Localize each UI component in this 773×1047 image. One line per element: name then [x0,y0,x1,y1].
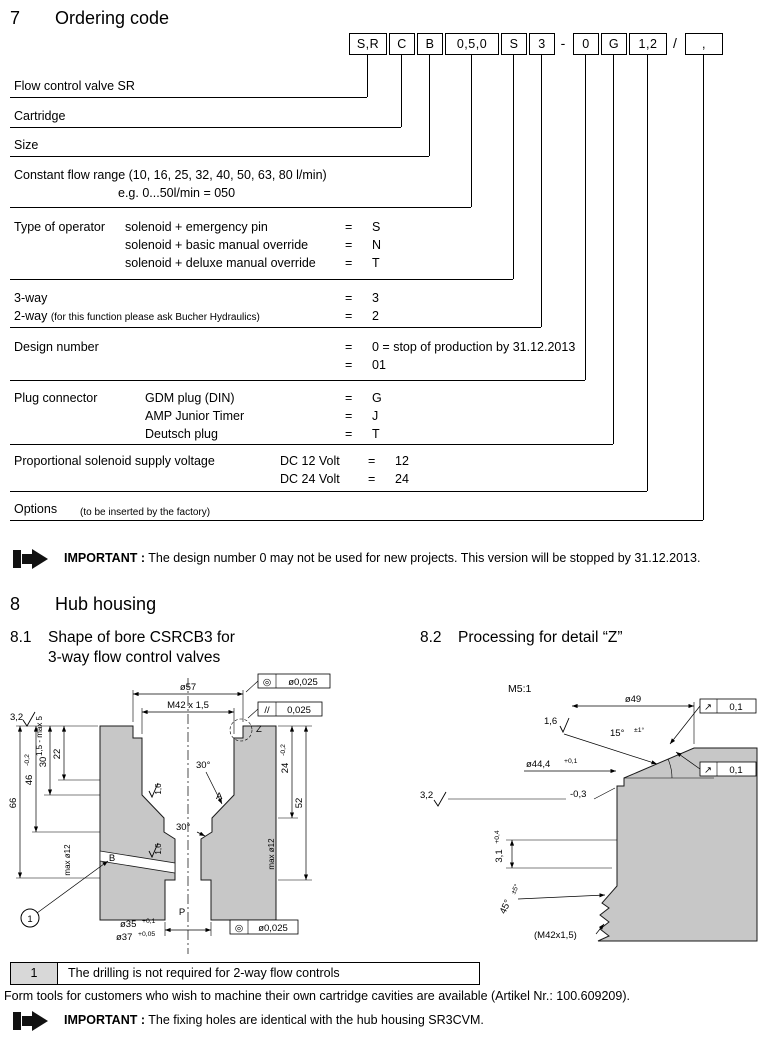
value-3-way: 3 [372,291,379,305]
connector-line [647,54,648,491]
connector-line [10,520,703,521]
roughness-1-6: 1,6 [544,716,558,727]
drawing-detail-z [412,668,764,960]
code-separator-dash: - [560,35,566,51]
operator-option-1: solenoid + emergency pin [125,220,268,234]
connector-line [401,54,402,127]
section-8-2-title: Processing for detail “Z” [458,629,623,646]
connector-line [10,444,613,445]
dim-3-1: 3,1 [494,849,505,863]
operator-value-1: S [372,220,381,234]
angle-15: 15° [610,728,625,739]
connector-line [541,54,542,327]
plug-value-3: T [372,427,380,441]
dim-dia35-tolerance: +0,1 [142,918,156,925]
equals-sign: = [345,220,353,234]
dim-22: 22 [52,748,63,760]
operator-option-3: solenoid + deluxe manual override [125,256,316,270]
form-tools-note: Form tools for customers who wish to machine their own cartridge cavities are available (Artikel Nr.: 100.609209). [4,989,630,1003]
section-8-1-number: 8.1 [10,629,32,646]
section-8-2-number: 8.2 [420,629,442,646]
code-box-7: 0 [573,33,599,55]
connector-line [10,380,585,381]
footnote-1-number: 1 [11,963,58,984]
connector-line [513,54,514,279]
footnote-1-text: The drilling is not required for 2-way flow controls [68,966,340,980]
dim-max-dia12-right: max ø12 [267,838,276,870]
label-design-number: Design number [14,340,99,354]
connector-line [367,54,368,97]
footnote-1 [10,962,480,985]
concentricity-tolerance: ø0,025 [288,677,318,688]
connector-line [10,279,513,280]
dim-thread-m42: M42 x 1,5 [167,700,209,711]
label-2-way-note: (for this function please ask Bucher Hydraulics) [50,312,260,323]
label-a: A [216,791,223,802]
equals-sign: = [345,291,353,305]
equals-sign: = [345,340,353,354]
operator-option-2: solenoid + basic manual override [125,238,309,252]
surface-finish-3-2: 3,2 [420,790,434,801]
balloon-1-label: 1 [27,914,33,925]
scale-label: M5:1 [508,683,532,695]
connector-line [471,54,472,207]
section-8-title: Hub housing [55,594,157,614]
equals-sign: = [345,427,353,441]
dim-step-minus-0-3: -0,3 [570,789,587,800]
important-note-2 [64,1013,484,1028]
connector-line [10,156,429,157]
label-size: Size [14,138,39,152]
connector-line [703,54,704,520]
code-box-6: 3 [529,33,555,55]
angle-30-lower: 30° [176,822,191,833]
label-b: B [108,853,116,864]
label-cartridge: Cartridge [14,109,66,123]
plug-value-2: J [372,409,379,423]
label-flow-range: Constant flow range (10, 16, 25, 32, 40, 50, 63, 80 l/min) [14,168,327,182]
pointing-hand-icon [12,546,52,577]
angle-15-tolerance: ±1° [634,727,645,734]
design-number-value-1: 0 = stop of production by 31.12.2013 [372,340,576,354]
label-flow-control-valve: Flow control valve SR [14,79,135,93]
equals-sign: = [345,256,353,270]
connector-line [613,54,614,444]
label-options: Options [14,502,58,516]
runout-tolerance: 0,1 [729,765,743,776]
dim-46-tolerance: -0,2 [24,754,31,766]
voltage-option-2: DC 24 Volt [280,472,340,486]
voltage-value-1: 12 [395,454,409,468]
label-3-way: 3-way [14,291,48,305]
roughness-1-6: 1,6 [154,843,163,855]
code-box-9: 1,2 [629,33,667,55]
section-8-1-title-line1: Shape of bore CSRCB3 for [48,629,235,646]
equals-sign: = [345,309,353,323]
equals-sign: = [368,454,376,468]
thread-reference: (M42x1,5) [534,930,577,941]
important-label: IMPORTANT : [64,551,146,565]
equals-sign: = [368,472,376,486]
connector-line [585,54,586,380]
section-7-title: Ordering code [55,8,170,28]
concentricity-symbol: ◎ [262,677,272,688]
dim-30: 30 [38,756,49,768]
important-text: The design number 0 may not be used for new projects. This version will be stopped by 31.12.2013. [148,551,701,565]
plug-option-2: AMP Junior Timer [145,409,245,423]
equals-sign: = [345,409,353,423]
operator-value-3: T [372,256,380,270]
pointing-hand-icon [12,1008,52,1039]
angle-30-upper: 30° [196,760,211,771]
code-box-2: C [389,33,415,55]
voltage-value-2: 24 [395,472,409,486]
equals-sign: = [345,238,353,252]
code-box-5: S [501,33,527,55]
dim-46: 46 [24,774,35,786]
connector-line [10,491,647,492]
value-2-way: 2 [372,309,379,323]
important-note-1 [64,551,700,566]
dim-dia44-4-tolerance: +0,1 [564,758,578,765]
plug-value-1: G [372,391,382,405]
dim-52: 52 [294,797,305,809]
label-supply-voltage: Proportional solenoid supply voltage [14,454,215,468]
dim-dia57: ø57 [179,682,197,693]
code-separator-slash: / [673,35,677,51]
label-2-way [14,309,260,325]
code-box-1: S,R [349,33,387,55]
runout-symbol: ↗ [704,702,712,713]
concentricity-tolerance: ø0,025 [258,923,288,934]
label-2-way-text: 2-way [14,309,48,323]
label-plug-connector: Plug connector [14,391,98,405]
plug-option-1: GDM plug (DIN) [145,391,235,405]
label-type-of-operator: Type of operator [14,220,106,234]
dim-24-tolerance: -0,2 [280,744,287,756]
connector-line [10,127,401,128]
section-8-number: 8 [10,594,21,614]
operator-value-2: N [372,238,382,252]
runout-tolerance: 0,1 [729,702,743,713]
concentricity-symbol: ◎ [234,923,244,934]
detail-z-label: Z [256,724,262,735]
voltage-option-1: DC 12 Volt [280,454,340,468]
dim-dia37: ø37 [116,932,133,943]
plug-option-3: Deutsch plug [145,427,218,441]
dim-max-dia12-left: max ø12 [63,844,72,876]
dim-66: 66 [8,797,19,809]
connector-line [10,97,367,98]
surface-finish-3-2: 3,2 [10,712,24,723]
connector-line [10,327,541,328]
label-p: P [178,907,186,918]
connector-line [429,54,430,156]
drawing-bore-csrcb3 [8,668,368,960]
code-box-4: 0,5,0 [445,33,499,55]
dim-depth-range: 1,5 - max 5 [35,715,44,757]
code-box-3: B [417,33,443,55]
dim-3-1-tolerance: +0,4 [494,830,501,844]
parallelism-symbol: // [264,705,270,716]
runout-symbol: ↗ [704,765,712,776]
detail-section-body [598,748,757,941]
dim-dia35: ø35 [120,919,137,930]
label-flow-range-example: e.g. 0...50l/min = 050 [118,186,236,200]
dim-dia37-tolerance: +0,05 [138,931,156,938]
code-box-8: G [601,33,627,55]
equals-sign: = [345,391,353,405]
code-box-10: , [685,33,723,55]
dim-dia49: ø49 [624,694,642,705]
section-7-number: 7 [10,8,21,28]
equals-sign: = [345,358,353,372]
label-options-note: (to be inserted by the factory) [80,507,211,518]
important-text: The fixing holes are identical with the hub housing SR3CVM. [148,1013,484,1027]
connector-line [10,207,471,208]
design-number-value-2: 01 [372,358,386,372]
parallelism-tolerance: 0,025 [287,705,311,716]
dim-dia44-4: ø44,4 [526,759,551,770]
angle-45: 45° [497,898,514,916]
roughness-1-6: 1,6 [154,783,163,795]
dim-24: 24 [280,762,291,774]
angle-45-tolerance: ±5° [510,883,521,896]
section-8-1-title-line2: 3-way flow control valves [48,649,221,666]
important-label: IMPORTANT : [64,1013,146,1027]
